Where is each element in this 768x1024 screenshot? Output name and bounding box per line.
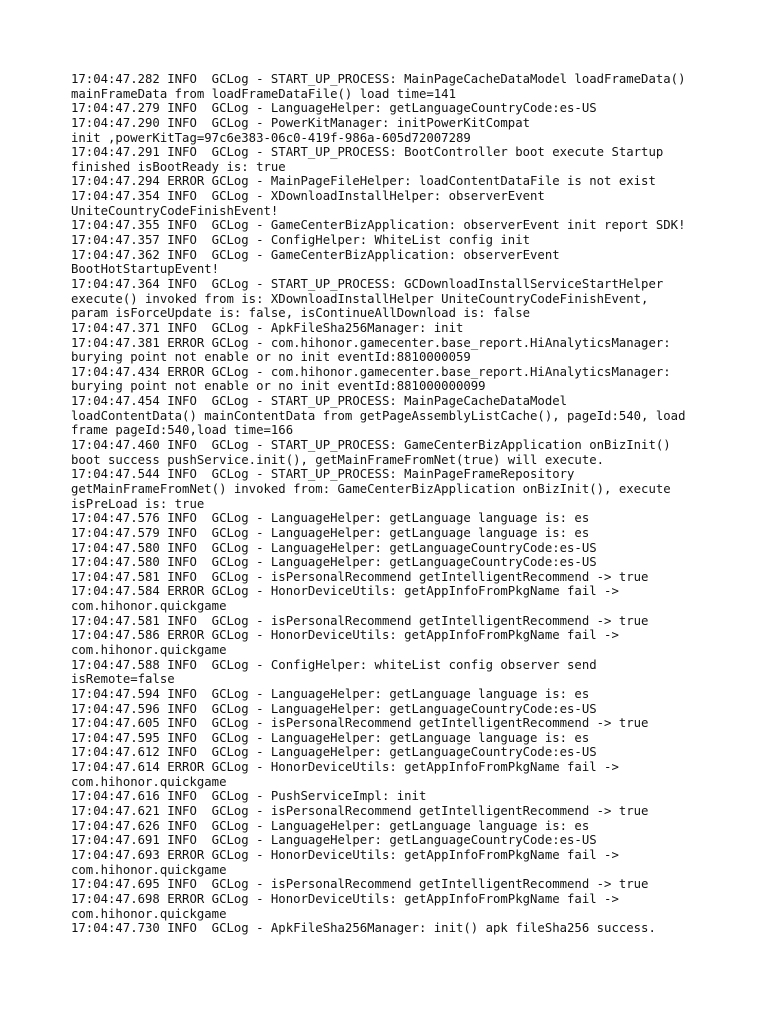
log-line: frame pageId:540,load time=166 (71, 423, 294, 438)
log-line: burying point not enable or no init eventId:8810000059 (71, 350, 471, 365)
log-line: param isForceUpdate is: false, isContinueAllDownload is: false (71, 306, 531, 321)
log-line: init ,powerKitTag=97c6e383-06c0-419f-986a-605d72007289 (71, 130, 471, 145)
log-line: 17:04:47.584 ERROR GCLog - HonorDeviceUtils: getAppInfoFromPkgName fail -> (71, 584, 619, 599)
log-line: 17:04:47.586 ERROR GCLog - HonorDeviceUtils: getAppInfoFromPkgName fail -> (71, 628, 619, 643)
log-line: isPreLoad is: true (71, 496, 205, 511)
log-line: getMainFrameFromNet() invoked from: GameCenterBizApplication onBizInit(), execute (71, 481, 671, 496)
log-line: 17:04:47.579 INFO GCLog - LanguageHelper: getLanguage language is: es (71, 525, 590, 540)
log-line: 17:04:47.594 INFO GCLog - LanguageHelper: getLanguage language is: es (71, 686, 590, 701)
log-line: 17:04:47.695 INFO GCLog - isPersonalRecommend getIntelligentRecommend -> true (71, 877, 649, 892)
log-line: 17:04:47.282 INFO GCLog - START_UP_PROCESS: MainPageCacheDataModel loadFrameData() (71, 72, 686, 86)
log-line: com.hihonor.quickgame (71, 774, 227, 789)
log-line: isRemote=false (71, 672, 175, 687)
log-line: 17:04:47.381 ERROR GCLog - com.hihonor.gamecenter.base_report.HiAnalyticsManager: (71, 335, 671, 350)
log-line: 17:04:47.576 INFO GCLog - LanguageHelper: getLanguage language is: es (71, 511, 590, 526)
log-line: 17:04:47.691 INFO GCLog - LanguageHelper: getLanguageCountryCode:es-US (71, 833, 597, 848)
log-line: 17:04:47.290 INFO GCLog - PowerKitManager: initPowerKitCompat (71, 115, 531, 130)
log-line: 17:04:47.291 INFO GCLog - START_UP_PROCESS: BootController boot execute Startup (71, 145, 664, 160)
log-line: 17:04:47.294 ERROR GCLog - MainPageFileHelper: loadContentDataFile is not exist (71, 174, 656, 189)
log-line: com.hihonor.quickgame (71, 862, 227, 877)
log-line: execute() invoked from is: XDownloadInstallHelper UniteCountryCodeFinishEvent, (71, 291, 649, 306)
log-line: finished isBootReady is: true (71, 159, 286, 174)
log-line: 17:04:47.581 INFO GCLog - isPersonalRecommend getIntelligentRecommend -> true (71, 569, 649, 584)
log-line: 17:04:47.693 ERROR GCLog - HonorDeviceUtils: getAppInfoFromPkgName fail -> (71, 847, 619, 862)
log-line: 17:04:47.434 ERROR GCLog - com.hihonor.gamecenter.base_report.HiAnalyticsManager: (71, 364, 671, 379)
log-line: 17:04:47.730 INFO GCLog - ApkFileSha256Manager: init() apk fileSha256 success. (71, 921, 656, 936)
log-line: 17:04:47.595 INFO GCLog - LanguageHelper: getLanguage language is: es (71, 730, 590, 745)
log-line: com.hihonor.quickgame (71, 599, 227, 614)
log-line: 17:04:47.621 INFO GCLog - isPersonalRecommend getIntelligentRecommend -> true (71, 804, 649, 819)
log-line: 17:04:47.580 INFO GCLog - LanguageHelper: getLanguageCountryCode:es-US (71, 540, 597, 555)
log-line: 17:04:47.614 ERROR GCLog - HonorDeviceUtils: getAppInfoFromPkgName fail -> (71, 760, 619, 775)
log-line: com.hihonor.quickgame (71, 642, 227, 657)
log-line: 17:04:47.279 INFO GCLog - LanguageHelper: getLanguageCountryCode:es-US (71, 101, 597, 116)
log-line: loadContentData() mainContentData from getPageAssemblyListCache(), pageId:540, load (71, 408, 686, 423)
log-line: 17:04:47.596 INFO GCLog - LanguageHelper: getLanguageCountryCode:es-US (71, 701, 597, 716)
log-line: 17:04:47.616 INFO GCLog - PushServiceImpl: init (71, 789, 427, 804)
log-line: 17:04:47.626 INFO GCLog - LanguageHelper: getLanguage language is: es (71, 818, 590, 833)
log-line: 17:04:47.357 INFO GCLog - ConfigHelper: WhiteList config init (71, 233, 531, 248)
log-line: burying point not enable or no init eventId:881000000099 (71, 379, 486, 394)
log-line: 17:04:47.371 INFO GCLog - ApkFileSha256Manager: init (71, 320, 464, 335)
log-line: UniteCountryCodeFinishEvent! (71, 203, 279, 218)
log-line: mainFrameData from loadFrameDataFile() load time=141 (71, 86, 456, 101)
log-line: 17:04:47.364 INFO GCLog - START_UP_PROCESS: GCDownloadInstallServiceStartHelper (71, 276, 664, 291)
log-line: 17:04:47.454 INFO GCLog - START_UP_PROCESS: MainPageCacheDataModel (71, 394, 568, 409)
log-line: 17:04:47.612 INFO GCLog - LanguageHelper: getLanguageCountryCode:es-US (71, 745, 597, 760)
log-line: 17:04:47.354 INFO GCLog - XDownloadInstallHelper: observerEvent (71, 189, 545, 204)
log-line: BootHotStartupEvent! (71, 262, 220, 277)
log-line: 17:04:47.544 INFO GCLog - START_UP_PROCESS: MainPageFrameRepository (71, 467, 575, 482)
log-text-block (71, 72, 711, 936)
log-line: 17:04:47.698 ERROR GCLog - HonorDeviceUtils: getAppInfoFromPkgName fail -> (71, 891, 619, 906)
log-line: com.hihonor.quickgame (71, 906, 227, 921)
log-line: 17:04:47.605 INFO GCLog - isPersonalRecommend getIntelligentRecommend -> true (71, 716, 649, 731)
log-line: 17:04:47.580 INFO GCLog - LanguageHelper: getLanguageCountryCode:es-US (71, 555, 597, 570)
log-line: 17:04:47.588 INFO GCLog - ConfigHelper: whiteList config observer send (71, 657, 597, 672)
log-line: 17:04:47.581 INFO GCLog - isPersonalRecommend getIntelligentRecommend -> true (71, 613, 649, 628)
log-line: 17:04:47.355 INFO GCLog - GameCenterBizApplication: observerEvent init report SDK! (71, 218, 686, 233)
log-line: 17:04:47.362 INFO GCLog - GameCenterBizApplication: observerEvent (71, 247, 560, 262)
log-line: 17:04:47.460 INFO GCLog - START_UP_PROCESS: GameCenterBizApplication onBizInit() (71, 438, 671, 453)
log-line: boot success pushService.init(), getMainFrameFromNet(true) will execute. (71, 452, 605, 467)
